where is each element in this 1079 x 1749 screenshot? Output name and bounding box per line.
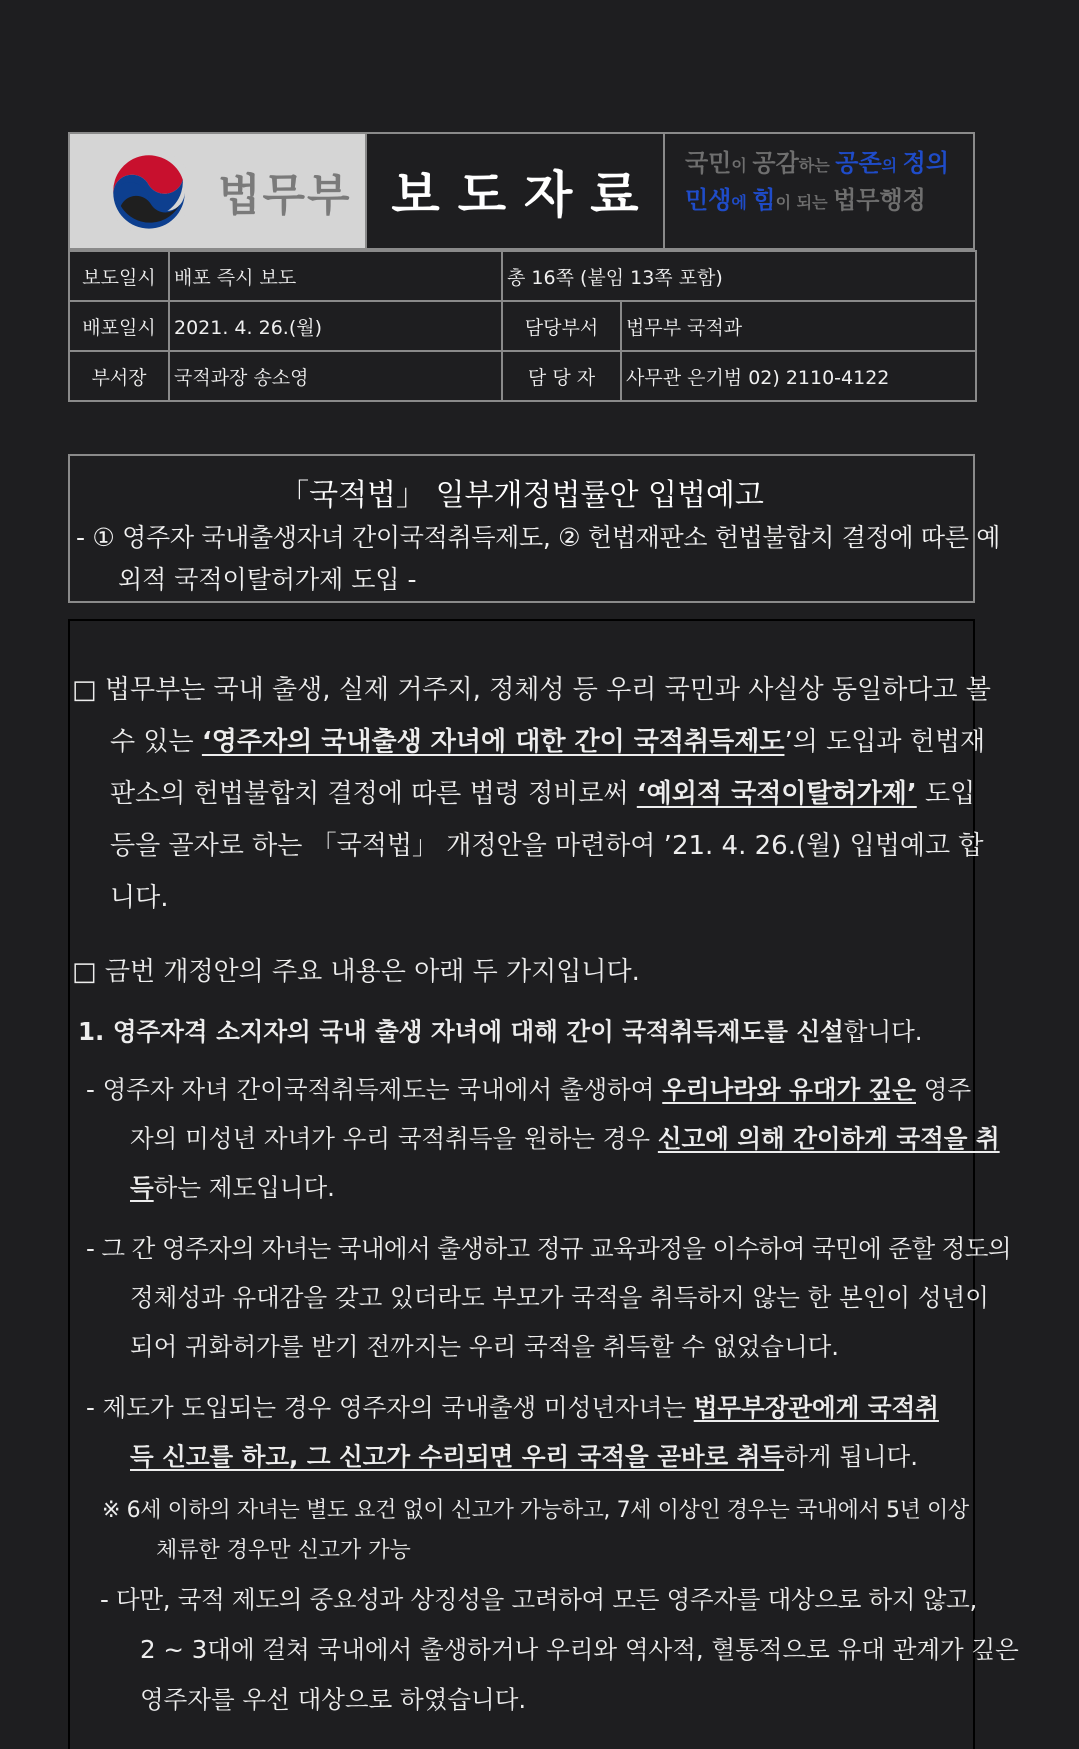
note-line-2: 체류한 경우만 신고가 가능 xyxy=(156,1538,411,1563)
note-line-1: ※ 6세 이하의 자녀는 별도 요건 없이 신고가 가능하고, 7세 이상인 경우는 국내에서 5년 이상 xyxy=(102,1498,969,1523)
emphasis-text: 신고에 의해 간이하게 국적을 취 xyxy=(657,1124,1000,1153)
paragraph-1-line-4: 등을 골자로 하는 「국적법」 개정안을 마련하여 ’21. 4. 26.(월) 입법예고 합 xyxy=(110,831,984,861)
slogan-word: 의 xyxy=(881,156,903,175)
emphasis-text: ‘예외적 국적이탈허가제’ xyxy=(636,779,917,809)
press-header xyxy=(68,132,975,250)
release-label: 보도일시 xyxy=(69,251,169,301)
text-span: 1. 영주자격 소지자의 국내 출생 자녀에 대해 간이 국적취득제도를 신설 xyxy=(78,1017,844,1046)
slogan-word: 이 되는 xyxy=(775,193,834,212)
page-count: 총 16쪽 (붙임 13쪽 포함) xyxy=(502,251,976,301)
detail-4-line-2: 2 ~ 3대에 걸쳐 국내에서 출생하거나 우리와 역사적, 혈통적으로 유대 관계가 깊은 xyxy=(140,1635,1019,1664)
press-title-cell xyxy=(367,134,665,248)
text-span: - 제도가 도입되는 경우 영주자의 국내출생 미성년자녀는 xyxy=(86,1393,694,1422)
paragraph-1-line-3 xyxy=(110,773,975,810)
department-label: 담당부서 xyxy=(502,301,621,351)
slogan-word: 하는 xyxy=(798,156,836,175)
detail-1-line-2 xyxy=(130,1120,1000,1155)
contact-value: 사무관 은기범 02) 2110-4122 xyxy=(621,351,976,401)
table-row xyxy=(69,301,976,351)
detail-2-line-3: 되어 귀화허가를 받기 전까지는 우리 국적을 취득할 수 없었습니다. xyxy=(130,1332,840,1361)
slogan-word: 힘 xyxy=(752,186,776,214)
distribution-value: 2021. 4. 26.(월) xyxy=(169,301,502,351)
text-span: 자의 미성년 자녀가 우리 국적취득을 원하는 경우 xyxy=(130,1124,658,1153)
main-title: 「국적법」 일부개정법률안 입법예고 xyxy=(279,478,764,513)
text-span: - 영주자 자녀 간이국적취득제도는 국내에서 출생하여 xyxy=(86,1075,663,1104)
release-info-table xyxy=(68,250,977,402)
detail-2-line-2: 정체성과 유대감을 갖고 있더라도 부모가 국적을 취득하지 않는 한 본인이 성년이 xyxy=(130,1283,989,1312)
detail-2-line-1: - 그 간 영주자의 자녀는 국내에서 출생하고 정규 교육과정을 이수하여 국민에 준할 정도의 xyxy=(86,1234,1011,1263)
paragraph-2: □ 금번 개정안의 주요 내용은 아래 두 가지입니다. xyxy=(72,957,640,987)
department-value: 법무부 국적과 xyxy=(621,301,976,351)
table-row xyxy=(69,351,976,401)
body-content xyxy=(68,619,1019,1749)
emphasis-text: 득 신고를 하고, 그 신고가 수리되면 우리 국적을 곧바로 취득 xyxy=(130,1442,785,1471)
distribution-label: 배포일시 xyxy=(69,301,169,351)
text-span: ’의 도입과 헌법재 xyxy=(784,727,986,757)
slogan-word: 공존 xyxy=(835,149,882,177)
slogan-word: 국민 xyxy=(685,149,732,177)
ministry-name: 법무부 xyxy=(218,170,352,221)
emphasis-text: 득 xyxy=(130,1173,154,1202)
text-span: 하게 됩니다. xyxy=(784,1442,919,1471)
detail-1-line-1 xyxy=(86,1071,971,1106)
ministry-logo xyxy=(70,134,367,248)
slogan-word: 민생 xyxy=(685,186,732,214)
slogan-word: 이 xyxy=(731,156,753,175)
detail-3-line-2 xyxy=(130,1438,918,1473)
detail-4-line-3: 영주자를 우선 대상으로 하였습니다. xyxy=(140,1685,527,1714)
taegeuk-emblem-icon xyxy=(102,144,196,238)
slogan-line-2 xyxy=(685,183,973,220)
text-span: 하는 제도입니다. xyxy=(153,1173,335,1202)
paragraph-1-line-2 xyxy=(110,721,985,758)
text-span: 판소의 헌법불합치 결정에 따른 법령 정비로써 xyxy=(110,779,637,809)
contact-label: 담 당 자 xyxy=(502,351,621,401)
detail-4-line-1: - 다만, 국적 제도의 중요성과 상징성을 고려하여 모든 영주자를 대상으로 하지 않고, xyxy=(100,1585,977,1614)
detail-1-line-3 xyxy=(130,1169,335,1204)
chief-label: 부서장 xyxy=(69,351,169,401)
emphasis-text: ‘영주자의 국내출생 자녀에 대한 간이 국적취득제도 xyxy=(201,727,785,757)
chief-value: 국적과장 송소영 xyxy=(169,351,502,401)
text-span: 합니다. xyxy=(843,1017,923,1046)
emphasis-text: 법무부장관에게 국적취 xyxy=(693,1393,939,1422)
slogan-word: 에 xyxy=(731,193,753,212)
detail-3-line-1 xyxy=(86,1389,939,1424)
paragraph-1-line-1: □ 법무부는 국내 출생, 실제 거주지, 정체성 등 우리 국민과 사실상 동일하다고 볼 xyxy=(72,675,991,705)
emphasis-text: 우리나라와 유대가 깊은 xyxy=(662,1075,916,1104)
slogan xyxy=(665,134,973,248)
slogan-word: 정의 xyxy=(902,149,950,177)
title-box xyxy=(68,454,1001,603)
slogan-line-1 xyxy=(685,146,973,183)
paragraph-1-line-5: 니다. xyxy=(110,883,169,913)
text-span: 영주 xyxy=(915,1075,972,1104)
table-row xyxy=(69,251,976,301)
text-span: 수 있는 xyxy=(110,727,202,757)
section-1-heading xyxy=(78,1013,923,1048)
subtitle-line-2: 외적 국적이탈허가제 도입 - xyxy=(118,565,417,594)
press-title: 보도자료 xyxy=(391,166,657,224)
slogan-word: 공감 xyxy=(752,149,799,177)
slogan-word: 법무행정 xyxy=(833,186,926,214)
text-span: 도입 xyxy=(916,779,976,809)
release-value: 배포 즉시 보도 xyxy=(169,251,502,301)
subtitle-line-1: - ① 영주자 국내출생자녀 간이국적취득제도, ② 헌법재판소 헌법불합치 결정에 따른 예 xyxy=(76,523,1001,552)
